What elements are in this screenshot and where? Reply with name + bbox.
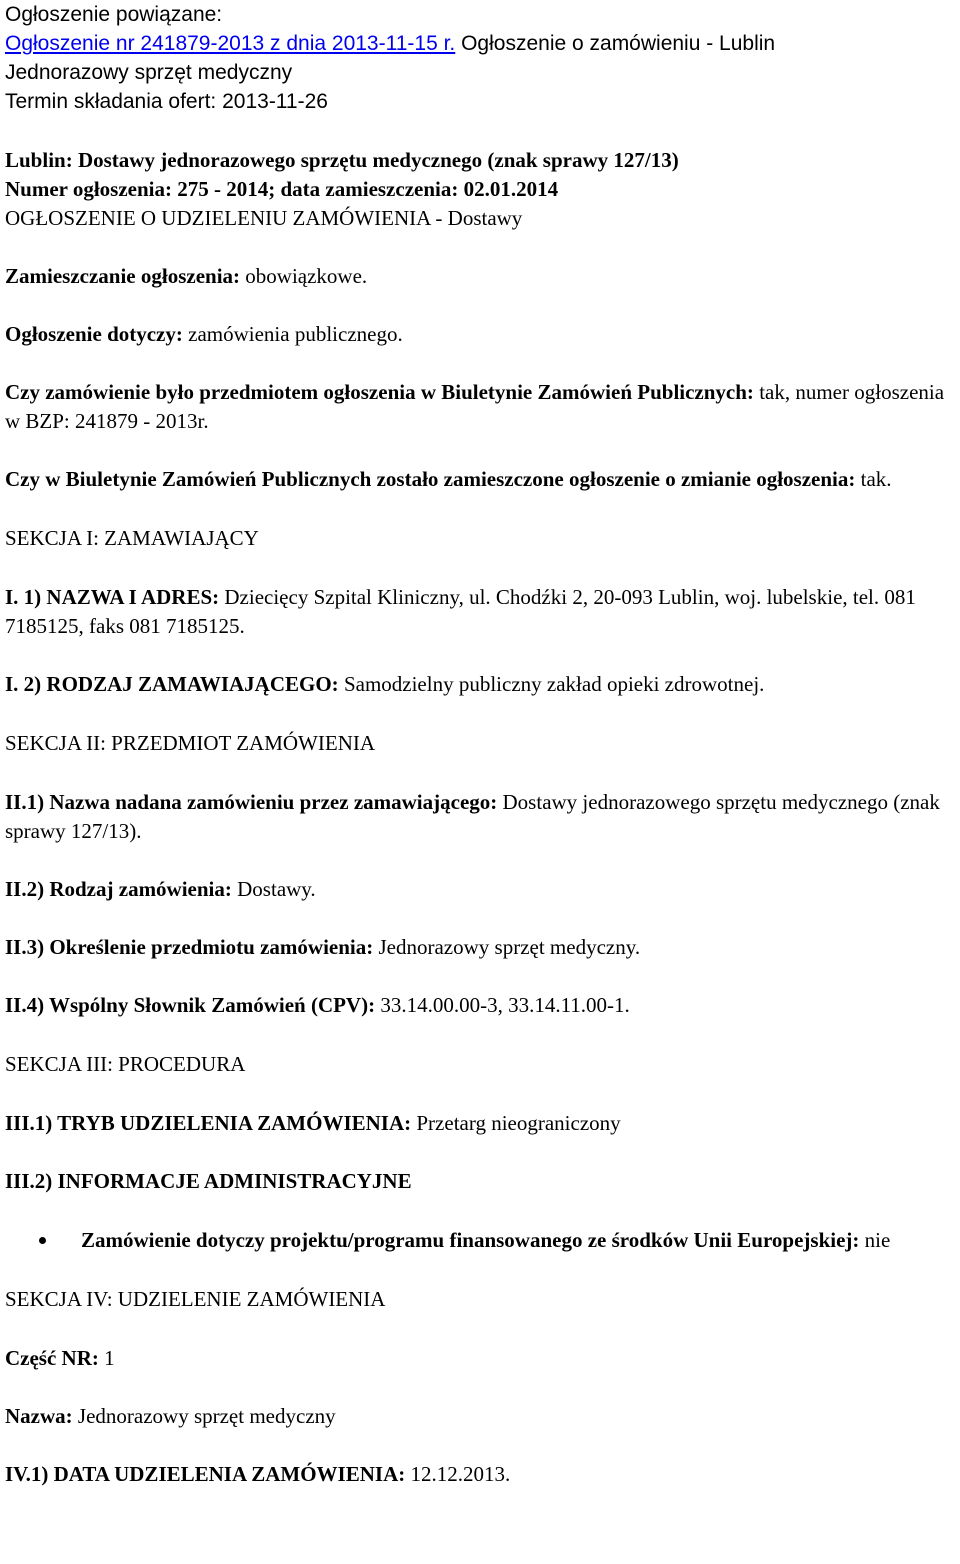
- bzp-label: Czy zamówienie było przedmiotem ogłoszenia w Biuletynie Zamówień Publicznych:: [5, 380, 754, 404]
- bzp-field: [5, 378, 957, 436]
- related-notice-link[interactable]: Ogłoszenie nr 241879-2013 z dnia 2013-11-15 r.: [5, 32, 456, 55]
- change-field: [5, 465, 957, 494]
- part-name-label: Nazwa:: [5, 1404, 73, 1428]
- order-subject-value: Jednorazowy sprzęt medyczny.: [373, 935, 641, 959]
- order-name-field: [5, 788, 957, 846]
- contracting-kind-value: Samodzielny publiczny zakład opieki zdrowotnej.: [338, 672, 765, 696]
- placement-label: Zamieszczanie ogłoszenia:: [5, 264, 241, 288]
- eu-funding-value: nie: [859, 1228, 891, 1252]
- notice-type: OGŁOSZENIE O UDZIELENIU ZAMÓWIENIA - Dostawy: [5, 206, 523, 230]
- award-date-label: IV.1) DATA UDZIELENIA ZAMÓWIENIA:: [5, 1462, 406, 1486]
- order-name-value: Dostawy jednorazowego sprzętu medycznego (znak sprawy 127/13).: [5, 790, 940, 843]
- order-type-value: Dostawy.: [231, 877, 316, 901]
- concerns-label: Ogłoszenie dotyczy:: [5, 322, 183, 346]
- award-date-value: 12.12.2013.: [405, 1462, 511, 1486]
- procedure-mode-label: III.1) TRYB UDZIELENIA ZAMÓWIENIA:: [5, 1111, 412, 1135]
- list-item: [81, 1226, 957, 1255]
- change-value: tak.: [855, 467, 892, 491]
- contracting-name-value: Dziecięcy Szpital Kliniczny, ul. Chodźki 2, 20-093 Lublin, woj. lubelskie, tel. 081 7185125, faks 081 7185125.: [5, 585, 916, 638]
- related-notice: [5, 0, 955, 116]
- part-number-label: Część NR:: [5, 1346, 99, 1370]
- notice-document: [5, 146, 957, 1489]
- contracting-name-label: I. 1) NAZWA I ADRES:: [5, 585, 220, 609]
- bzp-value: tak, numer ogłoszenia w BZP: 241879 - 2013r.: [5, 380, 945, 433]
- procedure-mode-value: Przetarg nieograniczony: [411, 1111, 621, 1135]
- award-date-field: [5, 1460, 957, 1489]
- section-4-heading: SEKCJA IV: UDZIELENIE ZAMÓWIENIA: [5, 1287, 386, 1311]
- notice-title: Lublin: Dostawy jednorazowego sprzętu medycznego (znak sprawy 127/13): [5, 148, 679, 172]
- change-label: Czy w Biuletynie Zamówień Publicznych zostało zamieszczone ogłoszenie o zmianie ogłoszenia:: [5, 467, 856, 491]
- part-name-field: [5, 1402, 957, 1431]
- order-type-field: [5, 875, 957, 904]
- related-label: Ogłoszenie powiązane:: [5, 3, 223, 26]
- notice-number: Numer ogłoszenia: 275 - 2014; data zamieszczenia: 02.01.2014: [5, 177, 559, 201]
- part-name-value: Jednorazowy sprzęt medyczny: [72, 1404, 336, 1428]
- contracting-kind-field: [5, 670, 957, 699]
- contracting-kind-label: I. 2) RODZAJ ZAMAWIAJĄCEGO:: [5, 672, 339, 696]
- eu-funding-label: Zamówienie dotyczy projektu/programu finansowanego ze środków Unii Europejskiej:: [81, 1228, 860, 1252]
- placement-value: obowiązkowe.: [240, 264, 368, 288]
- admin-info-heading: III.2) INFORMACJE ADMINISTRACYJNE: [5, 1169, 412, 1193]
- section-2-heading: SEKCJA II: PRZEDMIOT ZAMÓWIENIA: [5, 731, 376, 755]
- admin-info-list: [5, 1226, 957, 1255]
- procedure-mode-field: [5, 1109, 957, 1138]
- order-type-label: II.2) Rodzaj zamówienia:: [5, 877, 232, 901]
- placement-field: [5, 262, 957, 291]
- related-link-rest: Ogłoszenie o zamówieniu - Lublin: [455, 32, 776, 55]
- part-number-value: 1: [98, 1346, 115, 1370]
- related-subject: Jednorazowy sprzęt medyczny: [5, 61, 293, 84]
- order-subject-field: [5, 933, 957, 962]
- cpv-field: [5, 991, 957, 1020]
- part-number-field: [5, 1344, 957, 1373]
- concerns-field: [5, 320, 957, 349]
- concerns-value: zamówienia publicznego.: [182, 322, 403, 346]
- order-subject-label: II.3) Określenie przedmiotu zamówienia:: [5, 935, 374, 959]
- offer-deadline: Termin składania ofert: 2013-11-26: [5, 90, 328, 113]
- cpv-label: II.4) Wspólny Słownik Zamówień (CPV):: [5, 993, 376, 1017]
- cpv-value: 33.14.00.00-3, 33.14.11.00-1.: [375, 993, 630, 1017]
- section-3-heading: SEKCJA III: PROCEDURA: [5, 1052, 246, 1076]
- related-line: [5, 29, 955, 58]
- order-name-label: II.1) Nazwa nadana zamówieniu przez zamawiającego:: [5, 790, 498, 814]
- contracting-name-field: [5, 583, 957, 641]
- section-1-heading: SEKCJA I: ZAMAWIAJĄCY: [5, 526, 259, 550]
